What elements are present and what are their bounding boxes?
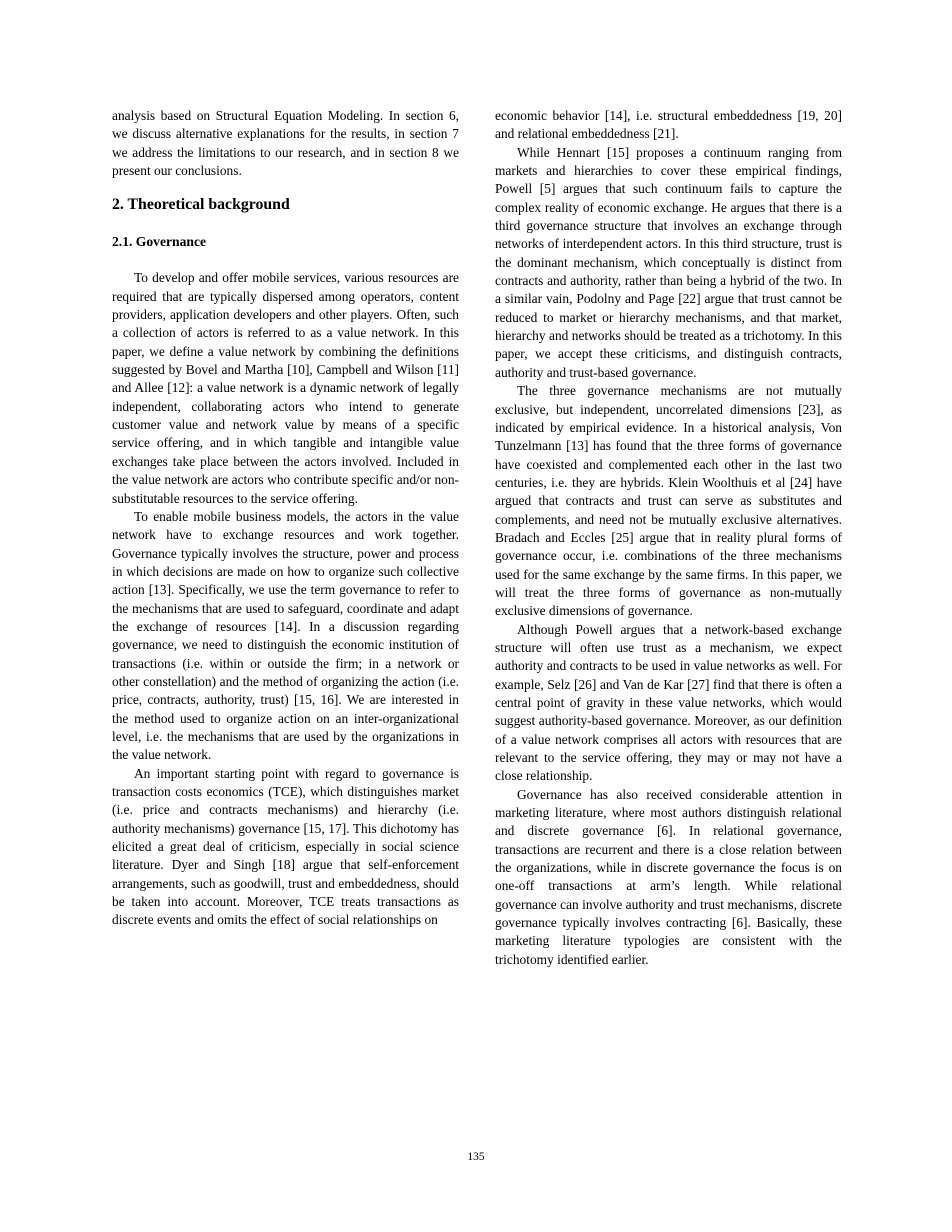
section-heading: 2. Theoretical background <box>112 196 290 214</box>
paragraph: An important starting point with regard to governance is transaction costs economics (TCE), which distinguishes market (i.e. price and contracts mechanisms) and hierarchy (i.e. authority mechanisms) governance [15, 17]. This dichotomy has elicited a great deal of criticism, especially in social science literature. Dyer and Singh [18] argue that self-enforcement arrangements, such as goodwill, trust and embeddedness, should be taken into account. Moreover, TCE treats transactions as discrete events and omits the effect of social relationships on <box>112 765 459 928</box>
paragraph: Although Powell argues that a network-based exchange structure will often use trust as a mechanism, we expect authority and contracts to be used in value networks as well. For example, Selz [26] and Van de Kar [27] find that there is often a central point of gravity in these value networks, which would suggest authority-based governance. Moreover, as our definition of a value network comprises all actors with resources that are relevant to the service offering, they may or may not have a close relationship. <box>495 621 842 784</box>
paragraph: Governance has also received considerable attention in marketing literature, where most authors distinguish relational and discrete governance [6]. In relational governance, transactions are recurrent and there is a close relation between the organizations, while in discrete governance the focus is on one-off transactions at arm’s length. While relational governance can involve authority and trust mechanisms, discrete governance typically involves contracting [6]. Basically, these marketing literature typologies are consistent with the trichotomy identified earlier. <box>495 786 842 967</box>
left-column <box>112 107 459 969</box>
paragraph: The three governance mechanisms are not mutually exclusive, but independent, uncorrelated dimensions [23], as indicated by empirical evidence. In a historical analysis, Von Tunzelmann [13] has found that the three forms of governance have coexisted and complemented each other in the last two centuries, i.e. they are hybrids. Klein Woolthuis et al [24] have argued that contracts and trust can serve as substitutes and complements, and need not be mutually exclusive alternatives. Bradach and Eccles [25] argue that in reality plural forms of governance occur, i.e. combinations of the three mechanisms used for the same exchange by the same firms. In this paper, we will treat the three forms of governance as non-mutually exclusive dimensions of governance. <box>495 383 842 619</box>
paragraph-continuation: economic behavior [14], i.e. structural embeddedness [19, 20] and relational embeddedness [21]. <box>495 108 842 142</box>
paragraph-continuation: analysis based on Structural Equation Modeling. In section 6, we discuss alternative explanations for the results, in section 7 we address the limitations to our research, and in section 8 we present our conclusions. <box>112 108 459 179</box>
page-number: 135 <box>467 1151 485 1163</box>
subsection-heading: 2.1. Governance <box>112 234 207 250</box>
right-column <box>495 107 842 969</box>
paragraph: To enable mobile business models, the actors in the value network have to exchange resources and work together. Governance typically involves the structure, power and process in which decisions are made on how to organize such collective action [13]. Specifically, we use the term governance to refer to the mechanisms that are used to safeguard, coordinate and adapt the exchange of resources [14]. In a discussion regarding governance, we need to distinguish the economic institution of transactions (i.e. within or outside the firm; in a network or other constellation) and the method of organizing the action (i.e. price, contracts, authority, trust) [15, 16]. We are interested in the method used to organize action on an inter-organizational level, i.e. the mechanisms that are used by the organizations in the value network. <box>112 508 459 763</box>
paragraph: While Hennart [15] proposes a continuum ranging from markets and hierarchies to cover these empirical findings, Powell [5] argues that such continuum fails to capture the complex reality of economic exchange. He argues that there is a third governance structure that involves an exchange through networks of interdependent actors. In this third structure, trust is the dominant mechanism, which conceptually is distinct from contracts and authority, rather than being a hybrid of the two. In a similar vain, Podolny and Page [22] argue that trust cannot be reduced to market or hierarchy mechanisms, and that market, hierarchy and networks should be treated as a trichotomy. In this paper, we accept these criticisms, and distinguish contracts, authority and trust-based governance. <box>495 144 842 380</box>
two-column-layout <box>112 107 843 969</box>
paragraph: To develop and offer mobile services, various resources are required that are typically dispersed among operators, content providers, application developers and other players. Often, such a collection of actors is referred to as a value network. In this paper, we define a value network by combining the definitions suggested by Bovel and Martha [10], Campbell and Wilson [11] and Allee [12]: a value network is a dynamic network of legally independent, collaborating actors who intend to generate customer value and network value by means of a specific service offering, and in which tangible and intangible value exchanges take place between the actors involved. Included in the value network are actors who contribute specific and/or non-substitutable resources to the service offering. <box>112 270 459 506</box>
